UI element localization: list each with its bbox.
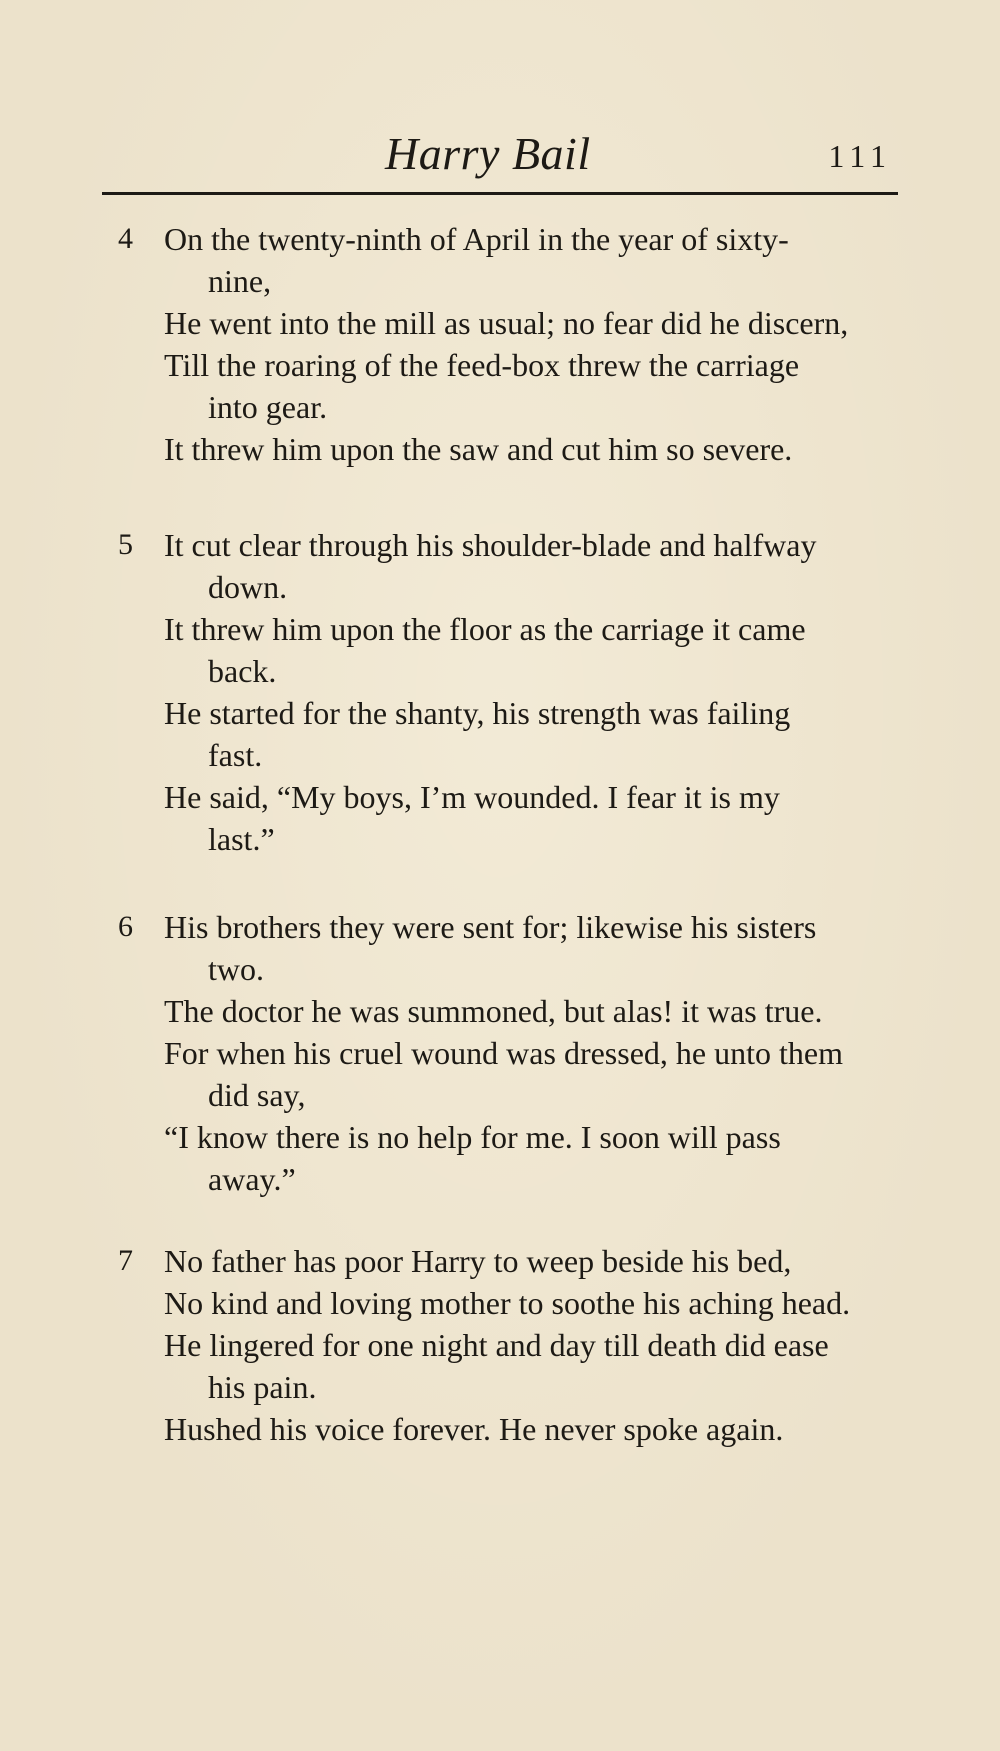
verse-line bbox=[164, 524, 902, 608]
verse-line bbox=[164, 1240, 902, 1282]
running-header bbox=[102, 124, 898, 194]
stanza-6 bbox=[102, 906, 902, 1200]
running-title: Harry Bail bbox=[385, 128, 591, 179]
verse-line bbox=[164, 906, 902, 990]
stanza-5 bbox=[102, 524, 902, 860]
line-text: It threw him upon the saw and cut him so severe. bbox=[164, 431, 793, 467]
line-text: Till the roaring of the feed-box threw the carriage bbox=[164, 347, 800, 383]
line-continuation: away.” bbox=[208, 1161, 296, 1197]
stanza-number: 5 bbox=[118, 528, 133, 561]
line-continuation: nine, bbox=[208, 263, 272, 299]
line-continuation: his pain. bbox=[208, 1369, 317, 1405]
verse-line bbox=[164, 1032, 902, 1116]
line-text: He went into the mill as usual; no fear did he discern, bbox=[164, 305, 849, 341]
line-text: Hushed his voice forever. He never spoke again. bbox=[164, 1411, 784, 1447]
line-continuation: back. bbox=[208, 653, 277, 689]
line-text: He started for the shanty, his strength was failing bbox=[164, 695, 791, 731]
line-continuation: into gear. bbox=[208, 389, 328, 425]
verse-line bbox=[164, 1116, 902, 1200]
verse-line bbox=[164, 1408, 902, 1450]
line-continuation: last.” bbox=[208, 821, 275, 857]
line-continuation: two. bbox=[208, 951, 264, 987]
verse-line bbox=[164, 776, 902, 860]
line-continuation: fast. bbox=[208, 737, 263, 773]
line-text: No kind and loving mother to soothe his aching head. bbox=[164, 1285, 851, 1321]
stanza-4 bbox=[102, 218, 902, 470]
stanza-number: 6 bbox=[118, 910, 133, 943]
verse-line bbox=[164, 1324, 902, 1408]
verse-line bbox=[164, 1282, 902, 1324]
page-number: 111 bbox=[828, 138, 892, 174]
line-text: His brothers they were sent for; likewise his sisters bbox=[164, 909, 817, 945]
verse-line bbox=[164, 608, 902, 692]
stanza-number: 4 bbox=[118, 222, 133, 255]
line-text: For when his cruel wound was dressed, he unto them bbox=[164, 1035, 843, 1071]
verse-line bbox=[164, 302, 902, 344]
verse-line bbox=[164, 692, 902, 776]
header-rule bbox=[102, 192, 898, 195]
verse-line bbox=[164, 344, 902, 428]
line-text: The doctor he was summoned, but alas! it was true. bbox=[164, 993, 823, 1029]
line-text: No father has poor Harry to weep beside his bed, bbox=[164, 1243, 792, 1279]
line-text: It threw him upon the floor as the carriage it came bbox=[164, 611, 806, 647]
verse-line bbox=[164, 428, 902, 470]
line-text: “I know there is no help for me. I soon will pass bbox=[164, 1119, 781, 1155]
line-text: He said, “My boys, I’m wounded. I fear it is my bbox=[164, 779, 780, 815]
line-continuation: down. bbox=[208, 569, 288, 605]
line-text: On the twenty-ninth of April in the year of sixty- bbox=[164, 221, 789, 257]
line-text: It cut clear through his shoulder-blade and halfway bbox=[164, 527, 817, 563]
line-text: He lingered for one night and day till death did ease bbox=[164, 1327, 829, 1363]
verse-line bbox=[164, 990, 902, 1032]
verse-line bbox=[164, 218, 902, 302]
stanza-number: 7 bbox=[118, 1244, 133, 1277]
stanza-7 bbox=[102, 1240, 902, 1450]
line-continuation: did say, bbox=[208, 1077, 306, 1113]
